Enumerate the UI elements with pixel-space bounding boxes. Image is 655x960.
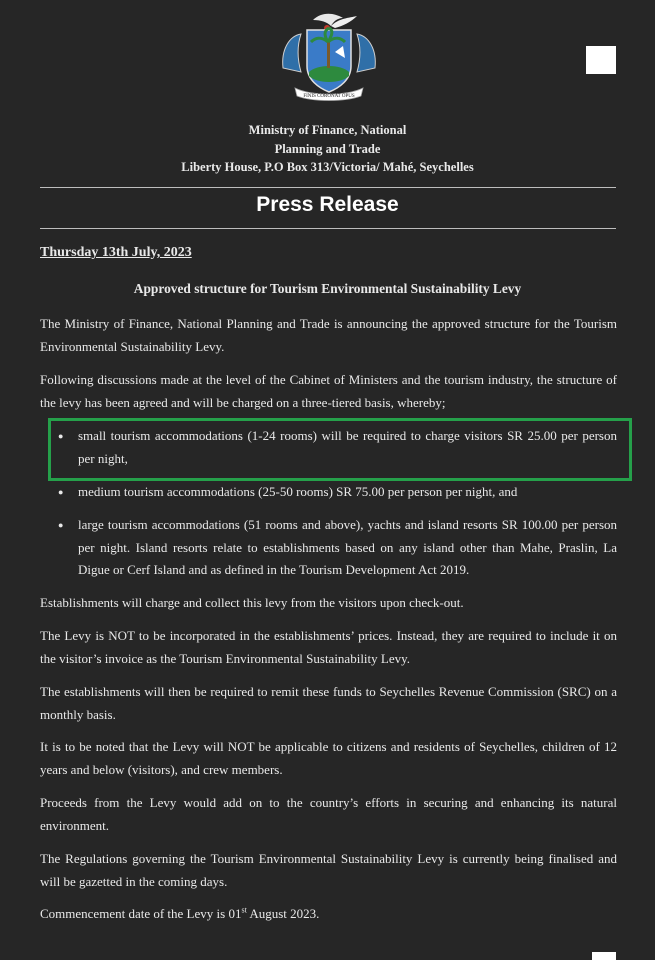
list-item: [58, 425, 617, 470]
white-marker-bottom: [592, 952, 616, 960]
letterhead-line1: Ministry of Finance, National: [248, 123, 407, 137]
paragraph-regulations: The Regulations governing the Tourism Environmental Sustainability Levy is currently being finalised and will be gazetted in the coming days.: [40, 851, 617, 889]
list-item-text: large tourism accommodations (51 rooms and above), yachts and island resorts SR 100.00 per person per night. Island resorts relate to establishments based on any island other than Mahe, Praslin, La Digue or Cerf Island and as defined in the Tourism Development Act 2019.: [78, 517, 617, 577]
paragraph-exemptions: It is to be noted that the Levy will NOT be applicable to citizens and residents of Seychelles, children of 12 years and below (visitors), and crew members.: [40, 739, 617, 777]
list-item-text: small tourism accommodations (1-24 rooms) will be required to charge visitors SR 25.00 per person per night,: [78, 428, 617, 466]
release-subject: Approved structure for Tourism Environmental Sustainability Levy: [133, 281, 522, 296]
release-date: Thursday 13th July, 2023: [40, 245, 192, 260]
commencement-suffix: August 2023.: [246, 906, 320, 921]
page-title: Press Release: [256, 193, 399, 216]
paragraph-proceeds: Proceeds from the Levy would add on to the country’s efforts in securing and enhancing its natural environment.: [40, 795, 617, 833]
paragraph-checkout: Establishments will charge and collect this levy from the visitors upon check-out.: [40, 595, 464, 610]
list-item: [58, 481, 617, 504]
commencement-prefix: Commencement date of the Levy is 01: [40, 906, 242, 921]
paragraph-remit: The establishments will then be required to remit these funds to Seychelles Revenue Commission (SRC) on a monthly basis.: [40, 684, 617, 722]
letterhead: [0, 121, 655, 177]
white-marker-top: [586, 46, 616, 74]
bullet-icon: ●: [58, 431, 64, 441]
intro-paragraph: The Ministry of Finance, National Planning and Trade is announcing the approved structure for the Tourism Environmental Sustainability Levy.: [40, 316, 617, 354]
list-item: [58, 514, 617, 582]
discussion-paragraph: Following discussions made at the level of the Cabinet of Ministers and the tourism industry, the structure of the levy has been agreed and will be charged on a three-tiered basis, whereby;: [40, 372, 617, 410]
commencement-sup: st: [241, 905, 247, 915]
list-item-text: medium tourism accommodations (25-50 rooms) SR 75.00 per person per night, and: [78, 484, 518, 499]
paragraph-commencement: [40, 903, 617, 926]
crest-motto: FINIS CORONAT OPUS: [303, 94, 355, 99]
letterhead-line2: Planning and Trade: [274, 141, 381, 156]
divider-top: [40, 187, 616, 188]
bullet-icon: ●: [58, 487, 64, 497]
letterhead-address: Liberty House, P.O Box 313/Victoria/ Mahé, Seychelles: [181, 160, 474, 174]
paragraph-invoice: The Levy is NOT to be incorporated in the establishments’ prices. Instead, they are required to include it on the visitor’s invoice as the Tourism Environmental Sustainability Levy.: [40, 628, 617, 666]
coat-of-arms-icon: [277, 6, 381, 102]
bullet-icon: ●: [58, 520, 64, 530]
divider-bottom: [40, 228, 616, 229]
